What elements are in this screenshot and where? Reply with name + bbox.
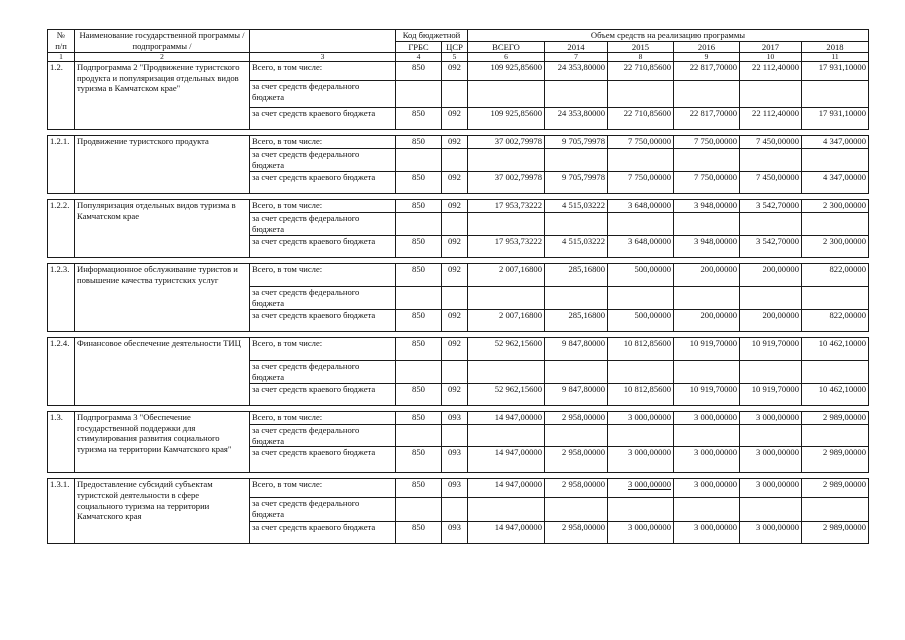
y2014-cell bbox=[545, 498, 608, 522]
csr-cell bbox=[442, 81, 468, 108]
y2016-cell: 3 000,00000 bbox=[674, 447, 740, 473]
table-row bbox=[48, 412, 869, 425]
grbs-cell bbox=[396, 287, 442, 310]
y2016-cell bbox=[674, 361, 740, 384]
header-2017: 2017 bbox=[740, 41, 802, 53]
y2018-cell bbox=[802, 149, 869, 172]
row-label: Всего, в том числе: bbox=[250, 62, 396, 81]
y2014-cell: 9 847,80000 bbox=[545, 338, 608, 361]
grbs-cell: 850 bbox=[396, 522, 442, 544]
grbs-cell: 850 bbox=[396, 310, 442, 332]
y2016-cell: 3 948,00000 bbox=[674, 236, 740, 258]
grbs-cell: 850 bbox=[396, 384, 442, 406]
y2015-cell: 22 710,85600 bbox=[608, 108, 674, 130]
y2016-cell: 200,00000 bbox=[674, 264, 740, 287]
y2014-cell: 2 958,00000 bbox=[545, 479, 608, 498]
y2015-cell: 3 000,00000 bbox=[608, 447, 674, 473]
grbs-cell: 850 bbox=[396, 447, 442, 473]
csr-cell: 092 bbox=[442, 236, 468, 258]
y2017-cell bbox=[740, 361, 802, 384]
y2018-cell: 17 931,10000 bbox=[802, 108, 869, 130]
y2017-cell bbox=[740, 213, 802, 236]
y2016-cell: 3 000,00000 bbox=[674, 412, 740, 425]
y2017-cell: 3 000,00000 bbox=[740, 522, 802, 544]
total-cell: 17 953,73222 bbox=[468, 236, 545, 258]
csr-cell bbox=[442, 213, 468, 236]
y2017-cell bbox=[740, 287, 802, 310]
table-row bbox=[48, 338, 869, 361]
total-cell: 52 962,15600 bbox=[468, 338, 545, 361]
y2017-cell bbox=[740, 81, 802, 108]
column-index: 10 bbox=[740, 53, 802, 62]
total-cell bbox=[468, 149, 545, 172]
y2018-cell: 4 347,00000 bbox=[802, 136, 869, 149]
header-total: ВСЕГО bbox=[468, 41, 545, 53]
csr-cell: 093 bbox=[442, 522, 468, 544]
y2018-cell: 2 989,00000 bbox=[802, 522, 869, 544]
total-cell: 37 002,79978 bbox=[468, 172, 545, 194]
y2016-cell: 3 000,00000 bbox=[674, 479, 740, 498]
column-index: 1 bbox=[48, 53, 75, 62]
grbs-cell: 850 bbox=[396, 172, 442, 194]
row-label: за счет средств федерального бюджета bbox=[250, 498, 396, 522]
grbs-cell: 850 bbox=[396, 62, 442, 81]
section-code: 1.3.1. bbox=[48, 479, 75, 544]
y2014-cell bbox=[545, 81, 608, 108]
row-label: Всего, в том числе: bbox=[250, 200, 396, 213]
row-label: Всего, в том числе: bbox=[250, 136, 396, 149]
csr-cell: 093 bbox=[442, 479, 468, 498]
y2014-cell: 285,16800 bbox=[545, 264, 608, 287]
y2015-cell bbox=[608, 149, 674, 172]
y2014-cell: 2 958,00000 bbox=[545, 412, 608, 425]
csr-cell: 092 bbox=[442, 172, 468, 194]
header-funding-volume: Объем средств на реализацию программы bbox=[468, 30, 869, 42]
y2018-cell: 822,00000 bbox=[802, 264, 869, 287]
y2018-cell: 4 347,00000 bbox=[802, 172, 869, 194]
column-index: 6 bbox=[468, 53, 545, 62]
y2016-cell bbox=[674, 287, 740, 310]
csr-cell bbox=[442, 287, 468, 310]
section-name: Подпрограмма 2 "Продвижение туристского продукта и популяризация отдельных видов туризма в Камчатском крае" bbox=[75, 62, 250, 130]
y2015-cell: 3 648,00000 bbox=[608, 236, 674, 258]
csr-cell: 092 bbox=[442, 264, 468, 287]
y2016-cell: 3 948,00000 bbox=[674, 200, 740, 213]
total-cell bbox=[468, 361, 545, 384]
header-num-label: № bbox=[56, 30, 66, 40]
section-name: Предоставление субсидий субъектам туристской деятельности в сфере социального туризма на территории Камчатского края bbox=[75, 479, 250, 544]
y2016-cell bbox=[674, 213, 740, 236]
total-cell: 14 947,00000 bbox=[468, 522, 545, 544]
row-label: за счет средств федерального бюджета bbox=[250, 81, 396, 108]
total-cell: 14 947,00000 bbox=[468, 412, 545, 425]
y2017-cell: 3 000,00000 bbox=[740, 412, 802, 425]
y2018-cell: 2 300,00000 bbox=[802, 200, 869, 213]
total-cell: 37 002,79978 bbox=[468, 136, 545, 149]
y2017-cell: 10 919,70000 bbox=[740, 384, 802, 406]
header-blank bbox=[250, 30, 396, 53]
y2018-cell bbox=[802, 425, 869, 447]
section-code: 1.2.2. bbox=[48, 200, 75, 258]
y2015-cell: 7 750,00000 bbox=[608, 172, 674, 194]
column-index: 8 bbox=[608, 53, 674, 62]
y2017-cell: 200,00000 bbox=[740, 264, 802, 287]
y2018-cell: 2 300,00000 bbox=[802, 236, 869, 258]
y2017-cell: 10 919,70000 bbox=[740, 338, 802, 361]
y2017-cell: 22 112,40000 bbox=[740, 108, 802, 130]
total-cell: 109 925,85600 bbox=[468, 62, 545, 81]
y2017-cell: 3 542,70000 bbox=[740, 200, 802, 213]
total-cell: 2 007,16800 bbox=[468, 310, 545, 332]
y2017-cell: 200,00000 bbox=[740, 310, 802, 332]
column-index: 11 bbox=[802, 53, 869, 62]
row-label: за счет средств краевого бюджета bbox=[250, 172, 396, 194]
grbs-cell: 850 bbox=[396, 200, 442, 213]
y2017-cell: 3 542,70000 bbox=[740, 236, 802, 258]
csr-cell: 092 bbox=[442, 310, 468, 332]
section-code: 1.2. bbox=[48, 62, 75, 130]
header-pp-label: п/п bbox=[55, 40, 67, 51]
grbs-cell bbox=[396, 213, 442, 236]
csr-cell: 093 bbox=[442, 412, 468, 425]
table-row bbox=[48, 136, 869, 149]
y2015-cell: 500,00000 bbox=[608, 264, 674, 287]
grbs-cell: 850 bbox=[396, 136, 442, 149]
y2018-cell: 10 462,10000 bbox=[802, 338, 869, 361]
y2018-cell: 10 462,10000 bbox=[802, 384, 869, 406]
section-name: Информационное обслуживание туристов и повышение качества туристских услуг bbox=[75, 264, 250, 332]
row-label: за счет средств краевого бюджета bbox=[250, 522, 396, 544]
y2016-cell: 22 817,70000 bbox=[674, 108, 740, 130]
y2016-cell: 7 750,00000 bbox=[674, 136, 740, 149]
y2017-cell: 22 112,40000 bbox=[740, 62, 802, 81]
total-cell: 14 947,00000 bbox=[468, 479, 545, 498]
grbs-cell: 850 bbox=[396, 412, 442, 425]
y2014-cell bbox=[545, 287, 608, 310]
total-cell: 17 953,73222 bbox=[468, 200, 545, 213]
header-2018: 2018 bbox=[802, 41, 869, 53]
y2016-cell bbox=[674, 81, 740, 108]
y2015-cell: 10 812,85600 bbox=[608, 384, 674, 406]
column-index-row bbox=[48, 53, 869, 62]
table-row bbox=[48, 479, 869, 498]
row-label: Всего, в том числе: bbox=[250, 338, 396, 361]
header-grbs: ГРБС bbox=[396, 41, 442, 53]
csr-cell bbox=[442, 498, 468, 522]
grbs-cell: 850 bbox=[396, 264, 442, 287]
csr-cell: 092 bbox=[442, 136, 468, 149]
total-cell bbox=[468, 213, 545, 236]
y2015-cell: 7 750,00000 bbox=[608, 136, 674, 149]
y2017-cell bbox=[740, 498, 802, 522]
y2015-cell bbox=[608, 498, 674, 522]
y2015-cell bbox=[608, 425, 674, 447]
grbs-cell: 850 bbox=[396, 236, 442, 258]
grbs-cell bbox=[396, 498, 442, 522]
total-cell bbox=[468, 498, 545, 522]
grbs-cell: 850 bbox=[396, 108, 442, 130]
y2014-cell bbox=[545, 361, 608, 384]
header-csr: ЦСР bbox=[442, 41, 468, 53]
y2017-cell: 7 450,00000 bbox=[740, 172, 802, 194]
y2017-cell: 3 000,00000 bbox=[740, 447, 802, 473]
header-budget-code: Код бюджетной bbox=[396, 30, 468, 42]
y2015-cell bbox=[608, 479, 674, 498]
table-row bbox=[48, 62, 869, 81]
column-index: 9 bbox=[674, 53, 740, 62]
handwritten-underline-value: 3 000,00000 bbox=[628, 479, 671, 490]
csr-cell: 092 bbox=[442, 384, 468, 406]
y2016-cell: 22 817,70000 bbox=[674, 62, 740, 81]
y2017-cell: 3 000,00000 bbox=[740, 479, 802, 498]
total-cell bbox=[468, 287, 545, 310]
y2014-cell: 4 515,03222 bbox=[545, 236, 608, 258]
y2014-cell: 24 353,80000 bbox=[545, 108, 608, 130]
y2014-cell: 9 705,79978 bbox=[545, 136, 608, 149]
section-code: 1.2.1. bbox=[48, 136, 75, 194]
csr-cell: 092 bbox=[442, 338, 468, 361]
section-name: Продвижение туристского продукта bbox=[75, 136, 250, 194]
table-row bbox=[48, 200, 869, 213]
y2016-cell bbox=[674, 149, 740, 172]
y2015-cell: 3 000,00000 bbox=[608, 412, 674, 425]
y2018-cell bbox=[802, 287, 869, 310]
header-2015: 2015 bbox=[608, 41, 674, 53]
y2014-cell bbox=[545, 425, 608, 447]
budget-table bbox=[47, 29, 869, 544]
row-label: за счет средств краевого бюджета bbox=[250, 447, 396, 473]
y2015-cell: 3 000,00000 bbox=[608, 522, 674, 544]
y2016-cell: 10 919,70000 bbox=[674, 384, 740, 406]
row-label: за счет средств краевого бюджета bbox=[250, 384, 396, 406]
grbs-cell bbox=[396, 361, 442, 384]
y2016-cell: 200,00000 bbox=[674, 310, 740, 332]
y2017-cell: 7 450,00000 bbox=[740, 136, 802, 149]
y2018-cell: 822,00000 bbox=[802, 310, 869, 332]
header-2014: 2014 bbox=[545, 41, 608, 53]
y2015-cell: 22 710,85600 bbox=[608, 62, 674, 81]
csr-cell bbox=[442, 361, 468, 384]
y2018-cell bbox=[802, 361, 869, 384]
csr-cell: 092 bbox=[442, 108, 468, 130]
y2016-cell: 10 919,70000 bbox=[674, 338, 740, 361]
header-num bbox=[48, 30, 75, 53]
y2018-cell: 2 989,00000 bbox=[802, 479, 869, 498]
row-label: Всего, в том числе: bbox=[250, 264, 396, 287]
y2014-cell: 24 353,80000 bbox=[545, 62, 608, 81]
y2014-cell: 285,16800 bbox=[545, 310, 608, 332]
y2016-cell bbox=[674, 425, 740, 447]
y2015-cell bbox=[608, 287, 674, 310]
table-row bbox=[48, 264, 869, 287]
y2015-cell: 10 812,85600 bbox=[608, 338, 674, 361]
y2015-cell: 3 648,00000 bbox=[608, 200, 674, 213]
y2014-cell: 9 705,79978 bbox=[545, 172, 608, 194]
column-index: 2 bbox=[75, 53, 250, 62]
row-label: за счет средств федерального бюджета bbox=[250, 149, 396, 172]
row-label: за счет средств краевого бюджета bbox=[250, 310, 396, 332]
grbs-cell bbox=[396, 81, 442, 108]
grbs-cell bbox=[396, 149, 442, 172]
y2018-cell bbox=[802, 81, 869, 108]
total-cell bbox=[468, 81, 545, 108]
csr-cell: 093 bbox=[442, 447, 468, 473]
y2018-cell: 2 989,00000 bbox=[802, 412, 869, 425]
y2015-cell: 500,00000 bbox=[608, 310, 674, 332]
total-cell: 2 007,16800 bbox=[468, 264, 545, 287]
y2017-cell bbox=[740, 149, 802, 172]
csr-cell bbox=[442, 425, 468, 447]
section-name: Популяризация отдельных видов туризма в Камчатском крае bbox=[75, 200, 250, 258]
row-label: Всего, в том числе: bbox=[250, 479, 396, 498]
y2017-cell bbox=[740, 425, 802, 447]
total-cell bbox=[468, 425, 545, 447]
grbs-cell bbox=[396, 425, 442, 447]
row-label: Всего, в том числе: bbox=[250, 412, 396, 425]
y2014-cell: 2 958,00000 bbox=[545, 447, 608, 473]
total-cell: 52 962,15600 bbox=[468, 384, 545, 406]
row-label: за счет средств краевого бюджета bbox=[250, 236, 396, 258]
csr-cell bbox=[442, 149, 468, 172]
y2015-cell bbox=[608, 81, 674, 108]
header-name: Наименование государственной программы / подпрограммы / bbox=[75, 30, 250, 53]
y2014-cell: 4 515,03222 bbox=[545, 200, 608, 213]
row-label: за счет средств федерального бюджета bbox=[250, 213, 396, 236]
row-label: за счет средств федерального бюджета bbox=[250, 361, 396, 384]
column-index: 5 bbox=[442, 53, 468, 62]
column-index: 7 bbox=[545, 53, 608, 62]
y2018-cell: 17 931,10000 bbox=[802, 62, 869, 81]
column-index: 3 bbox=[250, 53, 396, 62]
total-cell: 14 947,00000 bbox=[468, 447, 545, 473]
y2014-cell: 2 958,00000 bbox=[545, 522, 608, 544]
y2014-cell bbox=[545, 213, 608, 236]
header-row-1 bbox=[48, 30, 869, 42]
section-name: Финансовое обеспечение деятельности ТИЦ bbox=[75, 338, 250, 406]
y2014-cell: 9 847,80000 bbox=[545, 384, 608, 406]
csr-cell: 092 bbox=[442, 200, 468, 213]
y2018-cell: 2 989,00000 bbox=[802, 447, 869, 473]
section-code: 1.2.4. bbox=[48, 338, 75, 406]
y2016-cell bbox=[674, 498, 740, 522]
grbs-cell: 850 bbox=[396, 479, 442, 498]
row-label: за счет средств федерального бюджета bbox=[250, 425, 396, 447]
y2018-cell bbox=[802, 213, 869, 236]
y2015-cell bbox=[608, 361, 674, 384]
y2018-cell bbox=[802, 498, 869, 522]
y2015-cell bbox=[608, 213, 674, 236]
y2014-cell bbox=[545, 149, 608, 172]
row-label: за счет средств краевого бюджета bbox=[250, 108, 396, 130]
csr-cell: 092 bbox=[442, 62, 468, 81]
y2016-cell: 3 000,00000 bbox=[674, 522, 740, 544]
y2016-cell: 7 750,00000 bbox=[674, 172, 740, 194]
row-label: за счет средств федерального бюджета bbox=[250, 287, 396, 310]
column-index: 4 bbox=[396, 53, 442, 62]
section-name: Подпрограмма 3 "Обеспечение государственной поддержки для стимулирования развития социального туризма на территории Камчатского края" bbox=[75, 412, 250, 473]
total-cell: 109 925,85600 bbox=[468, 108, 545, 130]
grbs-cell: 850 bbox=[396, 338, 442, 361]
header-2016: 2016 bbox=[674, 41, 740, 53]
document-page bbox=[47, 29, 869, 544]
section-code: 1.3. bbox=[48, 412, 75, 473]
section-code: 1.2.3. bbox=[48, 264, 75, 332]
